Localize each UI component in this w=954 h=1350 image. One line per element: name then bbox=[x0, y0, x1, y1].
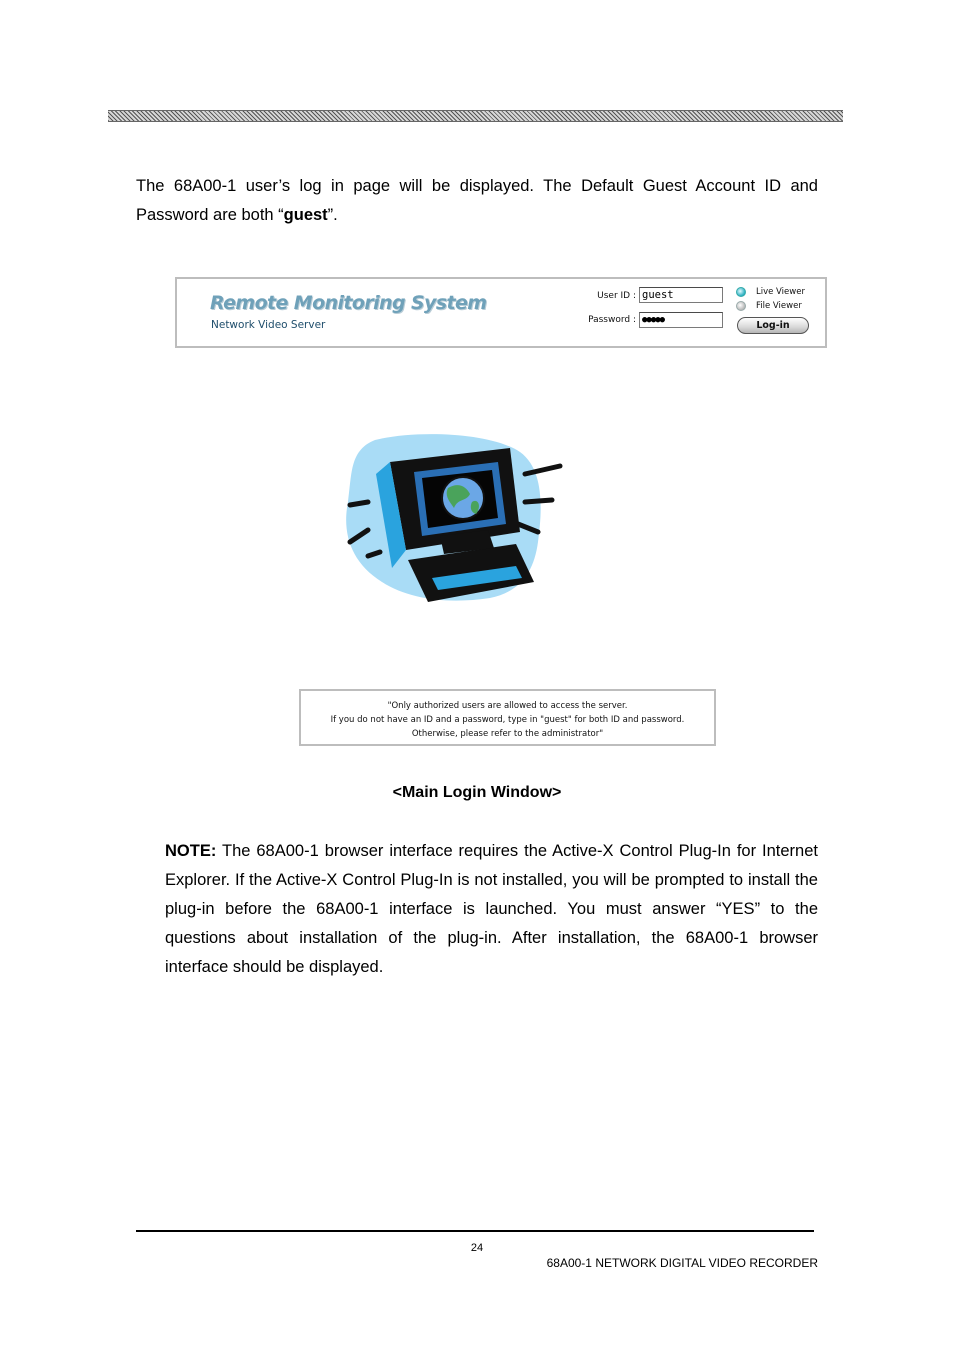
figure-caption: <Main Login Window> bbox=[392, 784, 562, 801]
note-label: NOTE: bbox=[165, 842, 217, 860]
page-number: 24 bbox=[470, 1242, 484, 1254]
footer-rule bbox=[136, 1230, 814, 1232]
notice-line-3: Otherwise, please refer to the administrator" bbox=[411, 729, 604, 739]
user-id-input[interactable]: guest bbox=[639, 287, 723, 303]
notice-line-2: If you do not have an ID and a password, type in "guest" for both ID and password. bbox=[330, 715, 685, 725]
login-window-screenshot bbox=[175, 277, 827, 348]
header-hatch-bar bbox=[108, 110, 843, 122]
live-viewer-label: Live Viewer bbox=[756, 287, 805, 297]
password-input[interactable]: ●●●●● bbox=[639, 312, 723, 328]
user-id-label: User ID : bbox=[597, 291, 636, 301]
footer-product-title: 68A00-1 NETWORK DIGITAL VIDEO RECORDER bbox=[546, 1256, 818, 1270]
note-text: The 68A00-1 browser interface requires the Active-X Control Plug-In for Internet Explorer. If the Active-X Control Plug-In is not installed, you will be prompted to install the plug-in before the 68A00-1 interface is launched. You must answer “YES” to the questions about installation of the plug-in. After installation, the 68A00-1 browser interface should be displayed. bbox=[165, 842, 818, 976]
radio-unselected-icon[interactable] bbox=[736, 301, 746, 311]
password-label: Password : bbox=[588, 315, 636, 325]
app-title: Remote Monitoring System bbox=[210, 292, 487, 314]
intro-text: The 68A00-1 user’s log in page will be displayed. The Default Guest Account ID and Password are both “ bbox=[136, 177, 818, 224]
intro-paragraph bbox=[136, 172, 818, 230]
note-paragraph bbox=[165, 837, 818, 982]
login-button[interactable]: Log-in bbox=[737, 317, 809, 334]
access-notice-box bbox=[299, 689, 716, 746]
file-viewer-option[interactable] bbox=[736, 301, 802, 311]
intro-text-end: ”. bbox=[327, 206, 338, 224]
intro-bold-guest: guest bbox=[283, 206, 328, 224]
computer-globe-clipart-icon bbox=[320, 432, 570, 612]
app-subtitle: Network Video Server bbox=[211, 319, 326, 331]
notice-line-1: "Only authorized users are allowed to access the server. bbox=[387, 701, 628, 711]
radio-selected-icon[interactable] bbox=[736, 287, 746, 297]
file-viewer-label: File Viewer bbox=[756, 301, 802, 311]
live-viewer-option[interactable] bbox=[736, 287, 805, 297]
